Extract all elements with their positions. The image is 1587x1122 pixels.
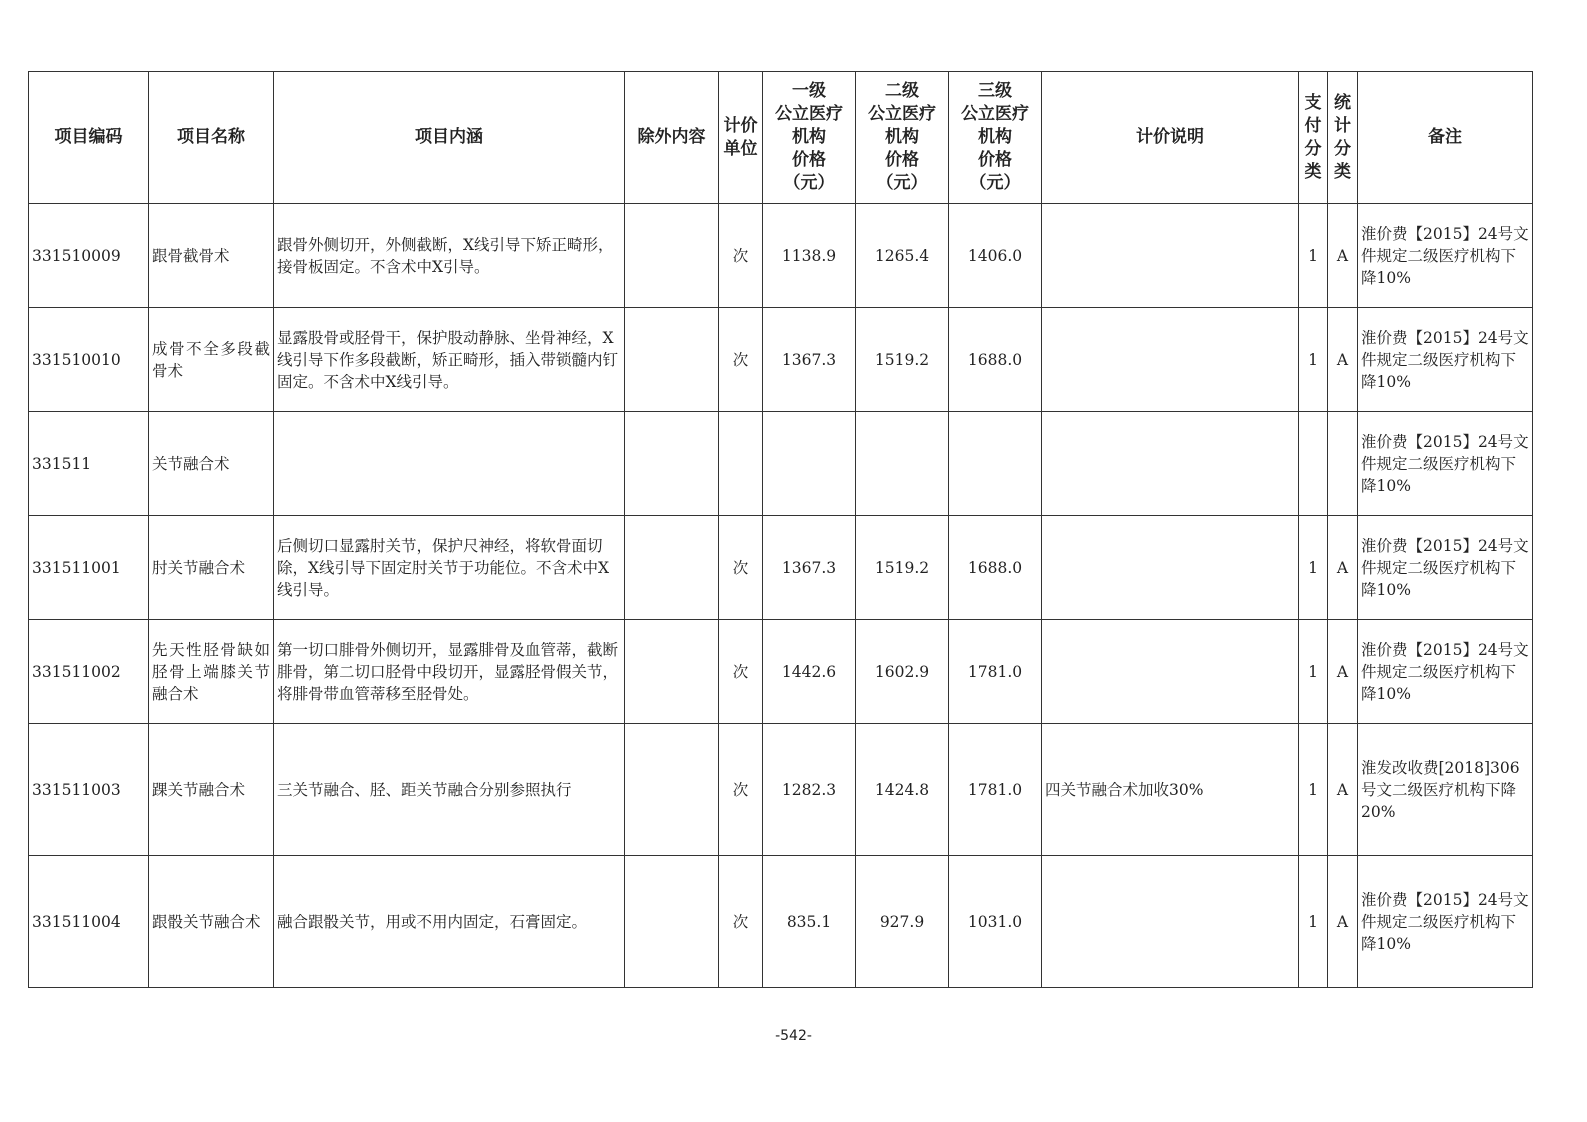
cell-stat-class: A (1328, 516, 1358, 620)
cell-content: 融合跟骰关节，用或不用内固定，石膏固定。 (274, 856, 625, 988)
table-row (29, 620, 1533, 724)
header-price-level-1-line: （元） (783, 173, 835, 193)
cell-name: 先天性胫骨缺如胫骨上端膝关节融合术 (149, 620, 274, 724)
cell-exclusions (625, 620, 719, 724)
cell-pricing-note: 四关节融合术加收30% (1042, 724, 1299, 856)
cell-price-level-1 (763, 412, 856, 516)
header-stat-class: 统计分类 (1328, 72, 1358, 204)
header-price-level-1 (763, 72, 856, 204)
cell-price-level-1: 835.1 (763, 856, 856, 988)
cell-unit: 次 (719, 856, 763, 988)
header-price-level-3-line: 机构 (978, 127, 1012, 147)
header-price-level-2-line: 二级 (885, 81, 919, 101)
cell-code: 331510009 (29, 204, 149, 308)
cell-price-level-3: 1688.0 (949, 308, 1042, 412)
cell-code: 331511004 (29, 856, 149, 988)
header-price-level-3-line: 价格 (978, 150, 1012, 170)
cell-pay-class: 1 (1299, 308, 1328, 412)
cell-name: 肘关节融合术 (149, 516, 274, 620)
cell-code: 331510010 (29, 308, 149, 412)
table-row (29, 308, 1533, 412)
cell-price-level-3: 1031.0 (949, 856, 1042, 988)
cell-remarks: 淮价费【2015】24号文件规定二级医疗机构下降10% (1358, 308, 1533, 412)
cell-unit: 次 (719, 516, 763, 620)
header-remarks: 备注 (1358, 72, 1533, 204)
header-price-level-1-line: 公立医疗 (775, 104, 843, 124)
cell-remarks: 淮价费【2015】24号文件规定二级医疗机构下降10% (1358, 516, 1533, 620)
cell-pay-class: 1 (1299, 724, 1328, 856)
header-exclusions: 除外内容 (625, 72, 719, 204)
header-price-level-2-line: 公立医疗 (868, 104, 936, 124)
cell-price-level-2: 927.9 (856, 856, 949, 988)
cell-exclusions (625, 856, 719, 988)
header-price-level-3-line: 公立医疗 (961, 104, 1029, 124)
header-price-level-2-line: （元） (876, 173, 928, 193)
cell-exclusions (625, 516, 719, 620)
header-content: 项目内涵 (274, 72, 625, 204)
cell-pricing-note (1042, 516, 1299, 620)
table-row (29, 204, 1533, 308)
cell-content: 跟骨外侧切开，外侧截断，X线引导下矫正畸形，接骨板固定。不含术中X引导。 (274, 204, 625, 308)
header-price-level-1-line: 机构 (792, 127, 826, 147)
header-price-level-3 (949, 72, 1042, 204)
cell-price-level-1: 1282.3 (763, 724, 856, 856)
cell-code: 331511001 (29, 516, 149, 620)
cell-exclusions (625, 204, 719, 308)
table-row (29, 516, 1533, 620)
cell-stat-class: A (1328, 620, 1358, 724)
cell-price-level-2 (856, 412, 949, 516)
table-row (29, 412, 1533, 516)
cell-name: 踝关节融合术 (149, 724, 274, 856)
header-price-level-3-line: 三级 (978, 81, 1012, 101)
cell-name: 跟骰关节融合术 (149, 856, 274, 988)
page-number: -542- (775, 1028, 812, 1044)
cell-price-level-3: 1688.0 (949, 516, 1042, 620)
header-row (29, 72, 1533, 204)
cell-price-level-1: 1442.6 (763, 620, 856, 724)
cell-remarks: 淮价费【2015】24号文件规定二级医疗机构下降10% (1358, 412, 1533, 516)
header-price-level-2-line: 机构 (885, 127, 919, 147)
cell-price-level-1: 1367.3 (763, 308, 856, 412)
header-pricing-note: 计价说明 (1042, 72, 1299, 204)
cell-stat-class: A (1328, 204, 1358, 308)
cell-name: 成骨不全多段截骨术 (149, 308, 274, 412)
cell-price-level-2: 1519.2 (856, 308, 949, 412)
header-pay-class: 支付分类 (1299, 72, 1328, 204)
header-price-level-2-line: 价格 (885, 150, 919, 170)
cell-exclusions (625, 412, 719, 516)
cell-unit: 次 (719, 308, 763, 412)
cell-content: 后侧切口显露肘关节，保护尺神经，将软骨面切除，X线引导下固定肘关节于功能位。不含术中X线引导。 (274, 516, 625, 620)
cell-remarks: 淮价费【2015】24号文件规定二级医疗机构下降10% (1358, 620, 1533, 724)
header-code: 项目编码 (29, 72, 149, 204)
cell-pay-class (1299, 412, 1328, 516)
cell-unit (719, 412, 763, 516)
cell-pricing-note (1042, 308, 1299, 412)
cell-price-level-3: 1781.0 (949, 620, 1042, 724)
cell-remarks: 淮价费【2015】24号文件规定二级医疗机构下降10% (1358, 204, 1533, 308)
cell-price-level-3: 1781.0 (949, 724, 1042, 856)
cell-remarks: 淮价费【2015】24号文件规定二级医疗机构下降10% (1358, 856, 1533, 988)
cell-exclusions (625, 724, 719, 856)
cell-price-level-2: 1265.4 (856, 204, 949, 308)
cell-pricing-note (1042, 412, 1299, 516)
cell-code: 331511 (29, 412, 149, 516)
cell-pricing-note (1042, 856, 1299, 988)
cell-code: 331511002 (29, 620, 149, 724)
table-row (29, 856, 1533, 988)
cell-content: 三关节融合、胫、距关节融合分别参照执行 (274, 724, 625, 856)
cell-pricing-note (1042, 204, 1299, 308)
cell-price-level-2: 1602.9 (856, 620, 949, 724)
table-row (29, 724, 1533, 856)
cell-pricing-note (1042, 620, 1299, 724)
cell-content (274, 412, 625, 516)
cell-pay-class: 1 (1299, 516, 1328, 620)
header-price-level-1-line: 价格 (792, 150, 826, 170)
cell-exclusions (625, 308, 719, 412)
cell-price-level-2: 1424.8 (856, 724, 949, 856)
cell-remarks: 淮发改收费[2018]306号文二级医疗机构下降20% (1358, 724, 1533, 856)
cell-pay-class: 1 (1299, 856, 1328, 988)
cell-content: 显露股骨或胫骨干，保护股动静脉、坐骨神经，X线引导下作多段截断，矫正畸形，插入带锁髓内钉固定。不含术中X线引导。 (274, 308, 625, 412)
cell-stat-class: A (1328, 308, 1358, 412)
header-price-level-2 (856, 72, 949, 204)
cell-stat-class: A (1328, 856, 1358, 988)
cell-name: 关节融合术 (149, 412, 274, 516)
cell-price-level-2: 1519.2 (856, 516, 949, 620)
cell-stat-class: A (1328, 724, 1358, 856)
cell-pay-class: 1 (1299, 204, 1328, 308)
header-price-level-1-line: 一级 (792, 81, 826, 101)
cell-price-level-1: 1138.9 (763, 204, 856, 308)
header-unit: 计价单位 (719, 72, 763, 204)
cell-stat-class (1328, 412, 1358, 516)
cell-content: 第一切口腓骨外侧切开，显露腓骨及血管蒂，截断腓骨，第二切口胫骨中段切开，显露胫骨假关节，将腓骨带血管蒂移至胫骨处。 (274, 620, 625, 724)
price-table (28, 71, 1533, 988)
cell-price-level-3 (949, 412, 1042, 516)
cell-name: 跟骨截骨术 (149, 204, 274, 308)
cell-pay-class: 1 (1299, 620, 1328, 724)
header-price-level-3-line: （元） (969, 173, 1021, 193)
header-name: 项目名称 (149, 72, 274, 204)
cell-price-level-3: 1406.0 (949, 204, 1042, 308)
cell-code: 331511003 (29, 724, 149, 856)
cell-unit: 次 (719, 204, 763, 308)
cell-price-level-1: 1367.3 (763, 516, 856, 620)
cell-unit: 次 (719, 620, 763, 724)
cell-unit: 次 (719, 724, 763, 856)
